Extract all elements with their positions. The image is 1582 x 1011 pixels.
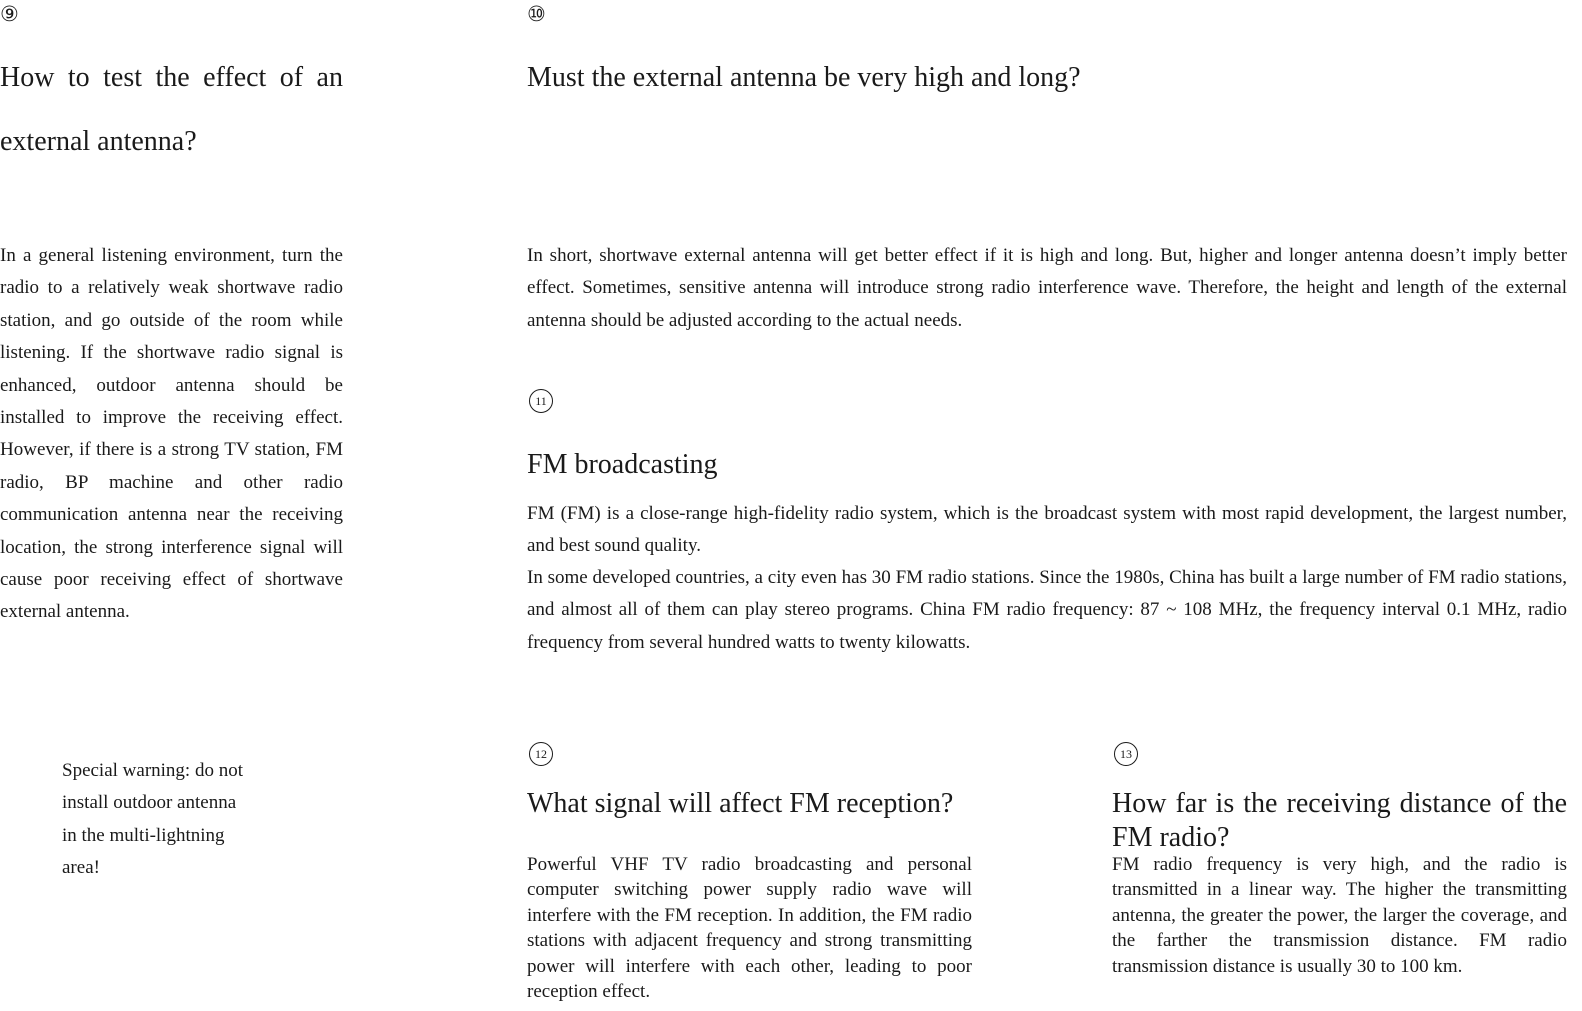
section-13-heading: How far is the receiving distance of the FM radio?: [1112, 788, 1567, 853]
section-11-heading: FM broadcasting: [527, 449, 718, 480]
section-11-body-2: In some developed countries, a city even has 30 FM radio stations. Since the 1980s, China has built a large number of FM radio stations, and almost all of them can play stereo programs. China FM radio frequency: 87 ~ 108 MHz, the frequency interval 0.1 MHz, radio frequency from several hundred watts to twenty kilowatts.: [527, 567, 1567, 653]
section-12-body: Powerful VHF TV radio broadcasting and personal computer switching power supply radio wave will interfere with the FM reception. In addition, the FM radio stations with adjacent frequency and strong transmitting power will interfere with each other, leading to poor reception effect.: [527, 854, 972, 1003]
section-10-heading: Must the external antenna be very high and long?: [527, 62, 1081, 93]
section-13-body: FM radio frequency is very high, and the radio is transmitted in a linear way. The higher the transmitting antenna, the greater the power, the larger the coverage, and the farther the transmission distance. FM radio transmission distance is usually 30 to 100 km.: [1112, 854, 1567, 977]
section-11-number: 11: [529, 389, 553, 413]
section-13-number: 13: [1114, 742, 1138, 766]
section-9-body: In a general listening environment, turn the radio to a relatively weak shortwave radio station, and go outside of the room while listening. If the shortwave radio signal is enhanced, outdoor antenna should be installed to improve the receiving effect. However, if there is a strong TV station, FM radio, BP machine and other radio communication antenna near the receiving location, the strong interference signal will cause poor receiving effect of shortwave external antenna.: [0, 245, 343, 623]
special-warning: Special warning: do not install outdoor antenna in the multi-lightning area!: [62, 760, 243, 879]
section-10-number: ⑩: [527, 2, 546, 26]
section-12-number: 12: [529, 742, 553, 766]
section-9-number: ⑨: [0, 2, 19, 26]
section-12-heading: What signal will affect FM reception?: [527, 788, 954, 819]
section-10-body: In short, shortwave external antenna will get better effect if it is high and long. But, higher and longer antenna doesn’t imply better effect. Sometimes, sensitive antenna will introduce strong radio interference wave. Therefore, the height and length of the external antenna should be adjusted according to the actual needs.: [527, 245, 1567, 331]
section-9-heading: How to test the effect of an external antenna?: [0, 62, 343, 157]
section-11-body-1: FM (FM) is a close-range high-fidelity radio system, which is the broadcast system with most rapid development, the largest number, and best sound quality.: [527, 503, 1567, 557]
